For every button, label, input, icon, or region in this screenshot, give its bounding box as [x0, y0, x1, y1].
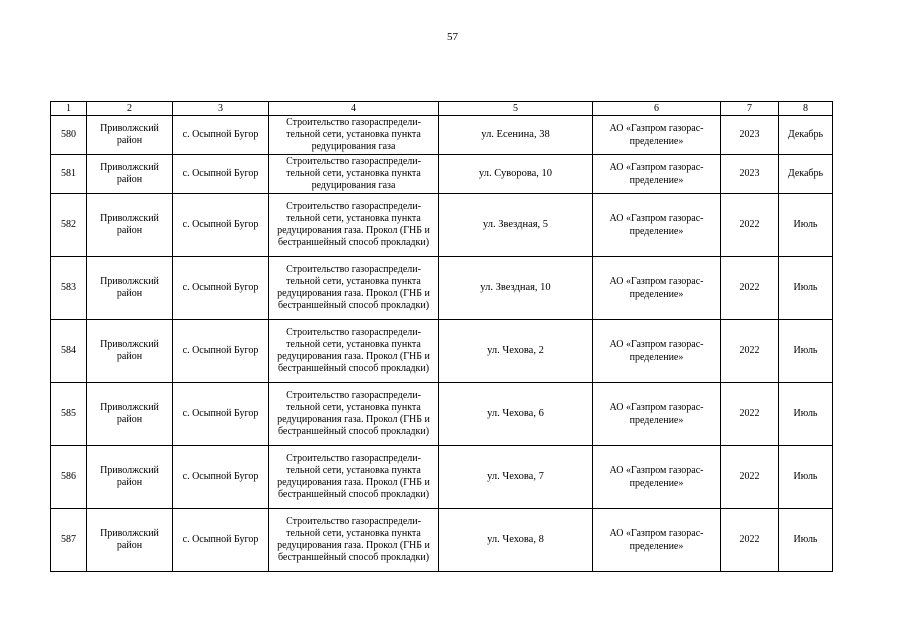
work-description-cell: Строительство газораспредели-тельной сети, установка пункта редуцирования газа. Прокол (ГНБ и бестраншейный способ прокладки) — [269, 509, 439, 572]
year-cell: 2023 — [721, 116, 779, 155]
work-description-cell: Строительство газораспредели-тельной сети, установка пункта редуцирования газа. Прокол (ГНБ и бестраншейный способ прокладки) — [269, 383, 439, 446]
year-cell: 2022 — [721, 383, 779, 446]
column-header: 3 — [173, 102, 269, 116]
district-cell: Приволжский район — [87, 446, 173, 509]
address-cell: ул. Чехова, 7 — [439, 446, 593, 509]
work-description-cell: Строительство газораспредели-тельной сети, установка пункта редуцирования газа — [269, 116, 439, 155]
locality-cell: с. Осыпной Бугор — [173, 155, 269, 194]
table-row — [51, 155, 833, 194]
month-cell: Декабрь — [779, 116, 833, 155]
organization-cell: АО «Газпром газорас-пределение» — [593, 446, 721, 509]
row-number: 584 — [51, 320, 87, 383]
organization-cell: АО «Газпром газорас-пределение» — [593, 257, 721, 320]
district-cell: Приволжский район — [87, 257, 173, 320]
column-header: 2 — [87, 102, 173, 116]
address-cell: ул. Чехова, 8 — [439, 509, 593, 572]
month-cell: Декабрь — [779, 155, 833, 194]
year-cell: 2022 — [721, 446, 779, 509]
work-description-cell: Строительство газораспредели-тельной сети, установка пункта редуцирования газа. Прокол (ГНБ и бестраншейный способ прокладки) — [269, 194, 439, 257]
locality-cell: с. Осыпной Бугор — [173, 320, 269, 383]
locality-cell: с. Осыпной Бугор — [173, 257, 269, 320]
locality-cell: с. Осыпной Бугор — [173, 383, 269, 446]
row-number: 580 — [51, 116, 87, 155]
table-row — [51, 257, 833, 320]
district-cell: Приволжский район — [87, 116, 173, 155]
column-header: 1 — [51, 102, 87, 116]
page-number: 57 — [447, 31, 458, 43]
organization-cell: АО «Газпром газорас-пределение» — [593, 116, 721, 155]
month-cell: Июль — [779, 383, 833, 446]
work-description-cell: Строительство газораспредели-тельной сети, установка пункта редуцирования газа. Прокол (ГНБ и бестраншейный способ прокладки) — [269, 257, 439, 320]
table-row — [51, 383, 833, 446]
address-cell: ул. Суворова, 10 — [439, 155, 593, 194]
district-cell: Приволжский район — [87, 155, 173, 194]
column-header: 4 — [269, 102, 439, 116]
address-cell: ул. Звездная, 5 — [439, 194, 593, 257]
district-cell: Приволжский район — [87, 509, 173, 572]
district-cell: Приволжский район — [87, 320, 173, 383]
organization-cell: АО «Газпром газорас-пределение» — [593, 320, 721, 383]
organization-cell: АО «Газпром газорас-пределение» — [593, 383, 721, 446]
locality-cell: с. Осыпной Бугор — [173, 116, 269, 155]
column-header: 7 — [721, 102, 779, 116]
year-cell: 2022 — [721, 320, 779, 383]
work-description-cell: Строительство газораспредели-тельной сети, установка пункта редуцирования газа. Прокол (ГНБ и бестраншейный способ прокладки) — [269, 320, 439, 383]
row-number: 583 — [51, 257, 87, 320]
year-cell: 2022 — [721, 194, 779, 257]
table-row — [51, 320, 833, 383]
month-cell: Июль — [779, 320, 833, 383]
address-cell: ул. Есенина, 38 — [439, 116, 593, 155]
month-cell: Июль — [779, 509, 833, 572]
column-header: 8 — [779, 102, 833, 116]
month-cell: Июль — [779, 257, 833, 320]
table-row — [51, 194, 833, 257]
address-cell: ул. Звездная, 10 — [439, 257, 593, 320]
row-number: 585 — [51, 383, 87, 446]
district-cell: Приволжский район — [87, 383, 173, 446]
year-cell: 2022 — [721, 257, 779, 320]
year-cell: 2022 — [721, 509, 779, 572]
locality-cell: с. Осыпной Бугор — [173, 509, 269, 572]
row-number: 587 — [51, 509, 87, 572]
works-table — [50, 101, 833, 572]
district-cell: Приволжский район — [87, 194, 173, 257]
table-row — [51, 446, 833, 509]
row-number: 582 — [51, 194, 87, 257]
organization-cell: АО «Газпром газорас-пределение» — [593, 194, 721, 257]
locality-cell: с. Осыпной Бугор — [173, 194, 269, 257]
locality-cell: с. Осыпной Бугор — [173, 446, 269, 509]
column-header: 5 — [439, 102, 593, 116]
year-cell: 2023 — [721, 155, 779, 194]
month-cell: Июль — [779, 194, 833, 257]
work-description-cell: Строительство газораспредели-тельной сети, установка пункта редуцирования газа — [269, 155, 439, 194]
organization-cell: АО «Газпром газорас-пределение» — [593, 509, 721, 572]
row-number: 581 — [51, 155, 87, 194]
address-cell: ул. Чехова, 6 — [439, 383, 593, 446]
row-number: 586 — [51, 446, 87, 509]
organization-cell: АО «Газпром газорас-пределение» — [593, 155, 721, 194]
work-description-cell: Строительство газораспредели-тельной сети, установка пункта редуцирования газа. Прокол (ГНБ и бестраншейный способ прокладки) — [269, 446, 439, 509]
table-row — [51, 509, 833, 572]
header-row — [51, 102, 833, 116]
column-header: 6 — [593, 102, 721, 116]
address-cell: ул. Чехова, 2 — [439, 320, 593, 383]
table-row — [51, 116, 833, 155]
month-cell: Июль — [779, 446, 833, 509]
